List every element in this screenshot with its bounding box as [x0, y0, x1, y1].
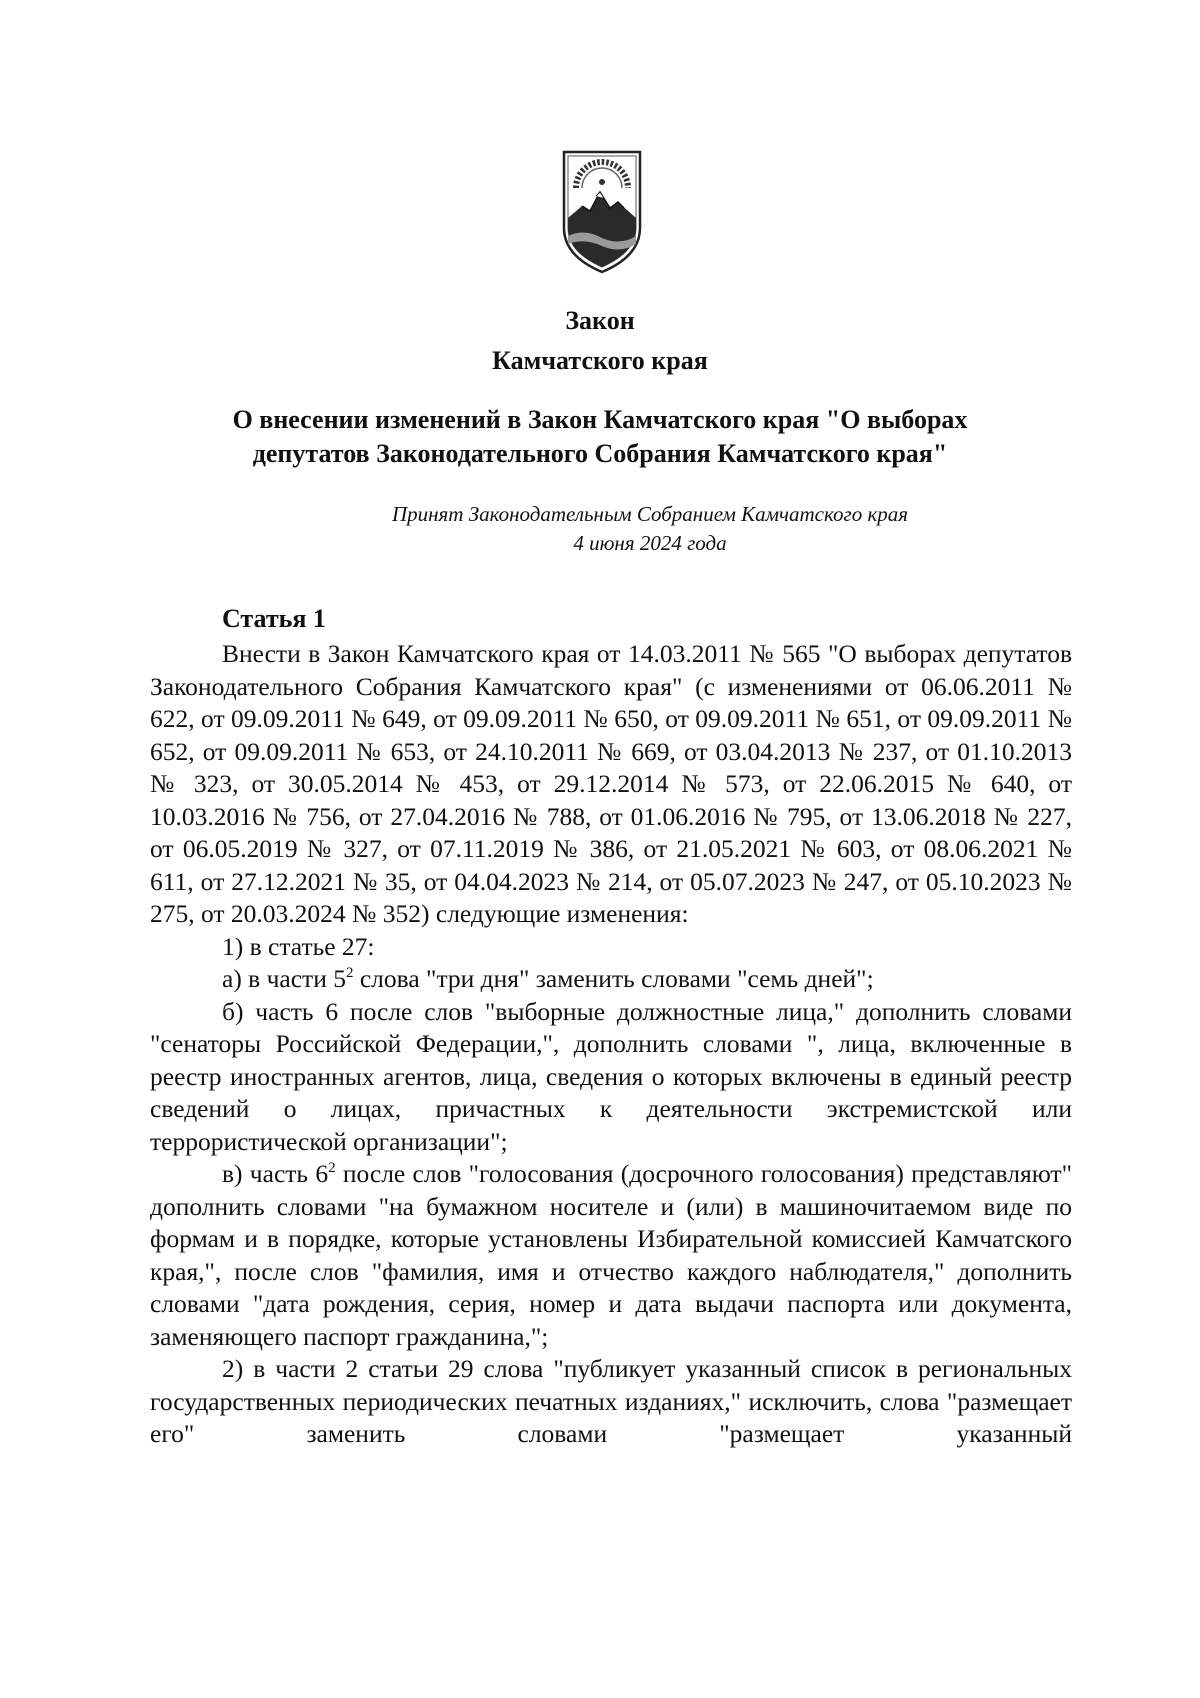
amendment-item-2: 2) в части 2 статьи 29 слова "публикует указанный список в региональных государственных периодических печатных изданиях," исключить, слова "размещает его" заменить словами "размещает указанный — [150, 1354, 1072, 1448]
article-body — [150, 638, 1072, 1451]
amendment-item-1b: б) часть 6 после слов "выборные должностные лица," дополнить словами "сенаторы Российской Федерации,", дополнить словами ", лица, включенные в реестр иностранных агентов, лица, сведения о которых включены в единый реестр сведений о лицах, причастных к деятельности экстремистской или террористической организации"; — [150, 996, 1072, 1156]
item-text: в) часть 6 — [222, 1159, 329, 1188]
amendment-item-1a — [150, 963, 1072, 996]
law-region: Камчатского края — [492, 346, 708, 375]
law-subject-line: О внесении изменений в Закон Камчатского края "О выборах — [232, 405, 968, 434]
item-text: после слов "голосования (досрочного голосования) представляют" дополнить словами "на бумажном носителе и (или) в машиночитаемом виде по формам и в порядке, которые установлены Избирательной комиссией Камчатского края,", после слов "фамилия, имя и отчество каждого наблюдателя," дополнить словами "дата рождения, серия, номер и дата выдачи паспорта или документа, заменяющего паспорт гражданина,"; — [150, 1159, 1072, 1351]
superscript: 2 — [345, 965, 354, 981]
adoption-body: Принят Законодательным Собранием Камчатского края — [391, 502, 909, 526]
law-subject-line: депутатов Законодательного Собрания Камчатского края" — [252, 439, 948, 468]
item-text: а) в части 5 — [222, 964, 346, 993]
article-heading: Статья 1 — [222, 604, 326, 633]
amendment-item-1v — [150, 1158, 1072, 1353]
adoption-date: 4 июня 2024 года — [573, 531, 727, 555]
adoption-note — [300, 500, 1000, 558]
item-text: слова "три дня" заменить словами "семь дней"; — [353, 964, 874, 993]
superscript: 2 — [328, 1160, 336, 1176]
kamchatka-coat-of-arms-icon — [560, 148, 644, 276]
amendment-item-1: 1) в статье 27: — [222, 931, 375, 961]
article-intro-paragraph: Внести в Закон Камчатского края от 14.03.2011 № 565 "О выборах депутатов Законодательного Собрания Камчатского края" (с изменениями от 06.06.2011 № 622, от 09.09.2011 № 649, от 09.09.2011 № 650, от 09.09.2011 № 651, от 09.09.2011 № 652, от 09.09.2011 № 653, от 24.10.2011 № 669, от 03.04.2013 № 237, от 01.10.2013 № 323, от 30.05.2014 № 453, от 29.12.2014 № 573, от 22.06.2015 № 640, от 10.03.2016 № 756, от 27.04.2016 № 788, от 01.06.2016 № 795, от 13.06.2018 № 227, от 06.05.2019 № 327, от 07.11.2019 № 386, от 21.05.2021 № 603, от 08.06.2021 № 611, от 27.12.2021 № 35, от 04.04.2023 № 214, от 05.07.2023 № 247, от 05.10.2023 № 275, от 20.03.2024 № 352) следующие изменения: — [150, 639, 1072, 928]
law-subject — [150, 403, 1050, 471]
law-title: Закон — [565, 306, 635, 335]
